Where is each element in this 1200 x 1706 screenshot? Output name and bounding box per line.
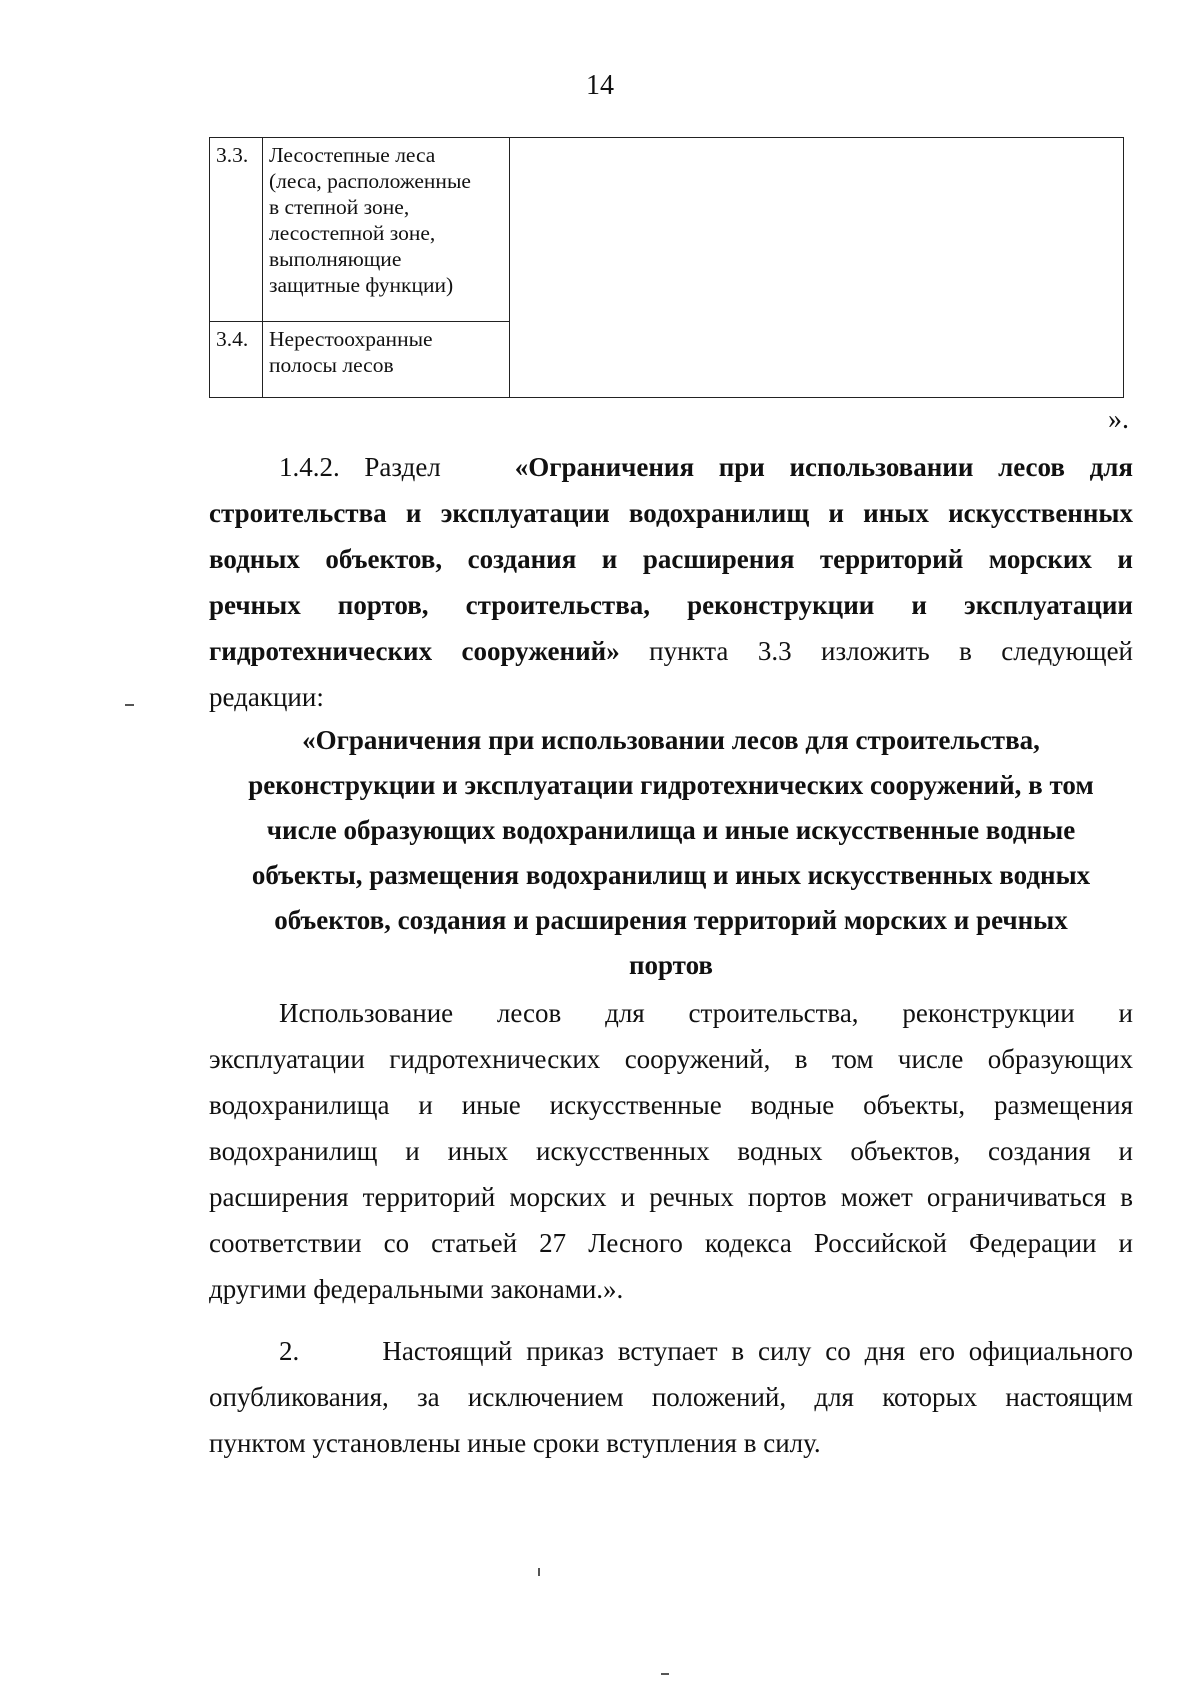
heading-line: реконструкции и эксплуатации гидротехнических сооружений, в том (248, 770, 1094, 800)
paragraph-line: расширения территорий морских и речных портов может ограничиваться в (209, 1182, 1133, 1212)
row-name-line: Нерестоохранные (269, 327, 433, 351)
paragraph-line: Использование лесов для строительства, реконструкции и (279, 998, 1133, 1028)
paragraph-line: водохранилища и иные искусственные водные объекты, размещения (209, 1090, 1133, 1120)
item-number: 2. (279, 1336, 300, 1366)
row-name-line: в степной зоне, (269, 195, 410, 219)
paragraph-line: речных портов, строительства, реконструкции и эксплуатации (209, 590, 1133, 620)
row-value (510, 138, 1124, 398)
row-name-line: (леса, расположенные (269, 169, 471, 193)
paragraph-lead: 1.4.2. Раздел (279, 452, 441, 482)
paragraph-line: водохранилищ и иных искусственных водных объектов, создания и (209, 1136, 1133, 1166)
paragraph-line: опубликования, за исключением положений, для которых настоящим (209, 1382, 1133, 1412)
row-number: 3.3. (210, 138, 263, 322)
scan-speck (661, 1673, 669, 1675)
paragraph-line (209, 444, 1133, 490)
paragraph-line: другими федеральными законами.». (209, 1274, 624, 1304)
scan-speck (538, 1568, 540, 1576)
paragraph-text: Настоящий приказ вступает в силу со дня его официального (382, 1336, 1133, 1366)
item-2-paragraph (209, 1328, 1133, 1466)
paragraph-line: соответствии со статьей 27 Лесного кодекса Российской Федерации и (209, 1228, 1133, 1258)
paragraph-line (209, 1328, 1133, 1374)
row-name-line: защитные функции) (269, 273, 454, 297)
table-row (210, 138, 1124, 322)
paragraph-bold-text: гидротехнических сооружений» (209, 636, 620, 666)
row-name (263, 138, 510, 322)
row-name-line: Лесостепные леса (269, 143, 436, 167)
heading-line: портов (628, 950, 714, 980)
paragraph-line (209, 628, 1133, 674)
heading-line: объектов, создания и расширения территорий морских и речных (274, 905, 1068, 935)
paragraph-line: строительства и эксплуатации водохранилищ и иных искусственных (209, 498, 1133, 528)
closing-quote: ». (1108, 404, 1129, 435)
new-section-heading (209, 718, 1133, 988)
paragraph-line: редакции: (209, 682, 324, 712)
section-1-4-2-paragraph (209, 444, 1133, 720)
paragraph-text: пункта 3.3 изложить в следующей (619, 636, 1133, 666)
heading-line: объекты, размещения водохранилищ и иных искусственных водных (251, 860, 1091, 890)
paragraph-line: эксплуатации гидротехнических сооружений, в том числе образующих (209, 1044, 1133, 1074)
row-name-line: полосы лесов (269, 353, 394, 377)
heading-line: «Ограничения при использовании лесов для строительства, (302, 725, 1040, 755)
row-name-line: выполняющие (269, 247, 402, 271)
row-number: 3.4. (210, 322, 263, 398)
paragraph-line: пунктом установлены иные сроки вступления в силу. (209, 1428, 821, 1458)
new-section-text (209, 990, 1133, 1312)
heading-line: числе образующих водохранилища и иные искусственные водные (266, 815, 1076, 845)
row-name (263, 322, 510, 398)
paragraph-bold-text: «Ограничения при использовании лесов для (514, 452, 1133, 482)
limits-table (209, 137, 1124, 398)
page-number: 14 (586, 70, 614, 101)
scan-speck (125, 704, 134, 706)
row-name-line: лесостепной зоне, (269, 221, 436, 245)
paragraph-line: водных объектов, создания и расширения территорий морских и (209, 544, 1133, 574)
